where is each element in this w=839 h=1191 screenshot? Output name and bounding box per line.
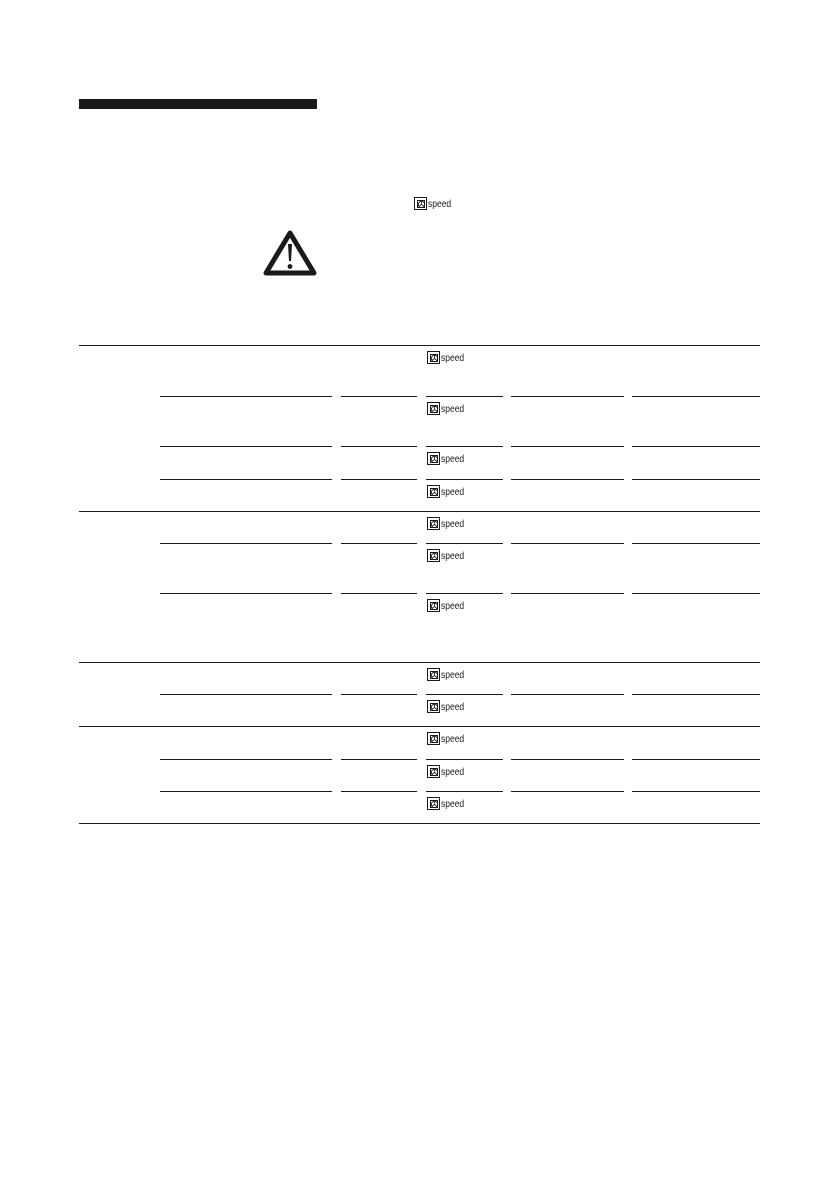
cell-rule — [511, 396, 624, 397]
cell-rule — [426, 479, 503, 480]
speed-label: speed — [441, 454, 465, 465]
row-speed-icon — [427, 402, 468, 415]
cell-rule — [341, 543, 417, 544]
speed-mode-icon — [427, 732, 440, 745]
table-rule — [79, 823, 760, 824]
table-rule — [79, 726, 760, 727]
cell-rule — [341, 479, 417, 480]
row-speed-icon — [427, 351, 468, 364]
speed-mode-icon — [427, 351, 440, 364]
speed-mode-icon — [427, 765, 440, 778]
table-rule — [79, 345, 760, 346]
row-speed-icon — [427, 700, 468, 713]
speed-label: speed — [441, 670, 465, 681]
cell-rule — [160, 543, 332, 544]
cell-rule — [426, 759, 503, 760]
cell-rule — [341, 791, 417, 792]
cell-rule — [426, 446, 503, 447]
speed-mode-icon — [427, 797, 440, 810]
cell-rule — [511, 759, 624, 760]
row-speed-icon — [427, 517, 468, 530]
speed-label: speed — [441, 404, 465, 415]
cell-rule — [511, 791, 624, 792]
cell-rule — [426, 791, 503, 792]
cell-rule — [160, 479, 332, 480]
speed-mode-icon — [427, 452, 440, 465]
cell-rule — [160, 593, 332, 594]
cell-rule — [426, 593, 503, 594]
speed-label: speed — [441, 353, 465, 364]
cell-rule — [160, 791, 332, 792]
cell-rule — [341, 396, 417, 397]
cell-rule — [511, 543, 624, 544]
speed-mode-icon — [427, 549, 440, 562]
cell-rule — [426, 543, 503, 544]
cell-rule — [341, 446, 417, 447]
row-speed-icon — [427, 485, 468, 498]
warning-triangle-icon — [262, 229, 318, 277]
speed-label: speed — [441, 734, 465, 745]
speed-mode-icon — [427, 700, 440, 713]
table-rule — [79, 511, 760, 512]
cell-rule — [632, 791, 760, 792]
speed-label: speed — [441, 551, 465, 562]
cell-rule — [160, 446, 332, 447]
cell-rule — [426, 694, 503, 695]
cell-rule — [632, 479, 760, 480]
intro-speed-icon — [414, 197, 455, 210]
speed-mode-icon — [427, 668, 440, 681]
row-speed-icon — [427, 797, 468, 810]
cell-rule — [160, 396, 332, 397]
speed-label: speed — [441, 487, 465, 498]
row-speed-icon — [427, 765, 468, 778]
cell-rule — [511, 479, 624, 480]
cell-rule — [160, 694, 332, 695]
cell-rule — [632, 543, 760, 544]
speed-mode-icon — [427, 599, 440, 612]
cell-rule — [632, 593, 760, 594]
cell-rule — [632, 759, 760, 760]
speed-label: speed — [441, 767, 465, 778]
cell-rule — [341, 759, 417, 760]
section-header-bar — [79, 99, 317, 109]
cell-rule — [632, 396, 760, 397]
row-speed-icon — [427, 732, 468, 745]
speed-label: speed — [441, 601, 465, 612]
settings-table — [79, 345, 760, 824]
speed-mode-icon — [427, 402, 440, 415]
row-speed-icon — [427, 452, 468, 465]
cell-rule — [632, 694, 760, 695]
speed-mode-icon — [427, 517, 440, 530]
speed-label: speed — [441, 799, 465, 810]
speed-mode-icon — [427, 485, 440, 498]
cell-rule — [511, 694, 624, 695]
speed-label: speed — [441, 702, 465, 713]
row-speed-icon — [427, 599, 468, 612]
cell-rule — [341, 694, 417, 695]
table-rule — [79, 662, 760, 663]
cell-rule — [426, 396, 503, 397]
cell-rule — [632, 446, 760, 447]
row-speed-icon — [427, 668, 468, 681]
cell-rule — [160, 759, 332, 760]
cell-rule — [341, 593, 417, 594]
speed-mode-icon — [414, 197, 427, 210]
speed-label: speed — [441, 519, 465, 530]
cell-rule — [511, 593, 624, 594]
row-speed-icon — [427, 549, 468, 562]
speed-label: speed — [428, 199, 452, 210]
cell-rule — [511, 446, 624, 447]
